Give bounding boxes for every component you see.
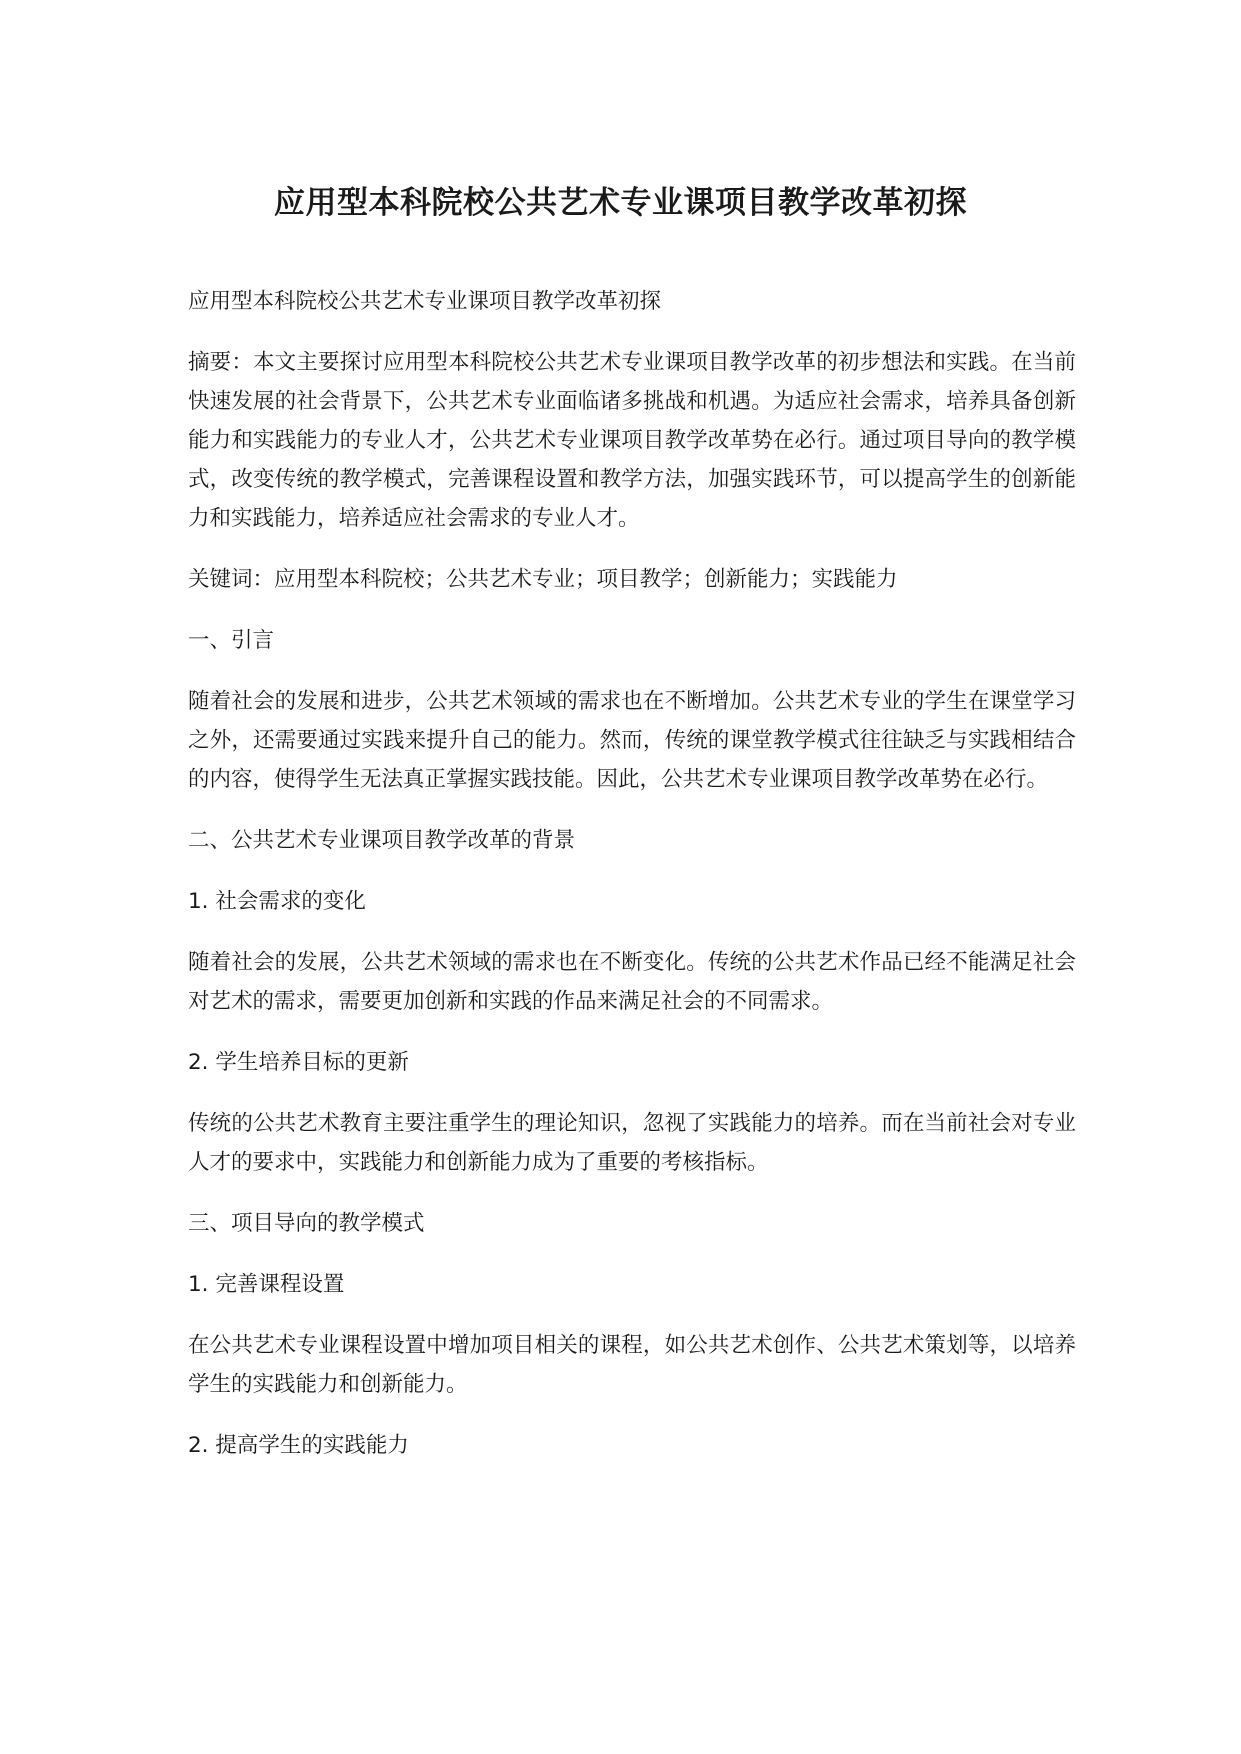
section-heading: 一、引言 bbox=[188, 628, 275, 653]
section-heading: 二、公共艺术专业课项目教学改革的背景 bbox=[188, 828, 576, 853]
document-title: 应用型本科院校公共艺术专业课项目教学改革初探 bbox=[274, 185, 967, 221]
body-paragraph: 随着社会的发展和进步，公共艺术领域的需求也在不断增加。公共艺术专业的学生在课堂学习之外，还需要通过实践来提升自己的能力。然而，传统的课堂教学模式往往缺乏与实践相结合的内容，使得学生无法真正掌握实践技能。因此，公共艺术专业课项目教学改革势在必行。 bbox=[188, 689, 1076, 792]
abstract-paragraph: 摘要：本文主要探讨应用型本科院校公共艺术专业课项目教学改革的初步想法和实践。在当前快速发展的社会背景下，公共艺术专业面临诸多挑战和机遇。为适应社会需求，培养具备创新能力和实践能力的专业人才，公共艺术专业课项目教学改革势在必行。通过项目导向的教学模式，改变传统的教学模式，完善课程设置和教学方法，加强实践环节，可以提高学生的创新能力和实践能力，培养适应社会需求的专业人才。 bbox=[188, 350, 1076, 531]
subsection-heading: 1. 社会需求的变化 bbox=[188, 889, 366, 914]
subsection-heading: 2. 提高学生的实践能力 bbox=[188, 1433, 409, 1458]
keywords-paragraph: 关键词：应用型本科院校；公共艺术专业；项目教学；创新能力；实践能力 bbox=[188, 567, 898, 592]
subsection-heading: 2. 学生培养目标的更新 bbox=[188, 1050, 409, 1075]
document-body bbox=[188, 282, 1076, 1487]
body-paragraph: 随着社会的发展，公共艺术领域的需求也在不断变化。传统的公共艺术作品已经不能满足社会对艺术的需求，需要更加创新和实践的作品来满足社会的不同需求。 bbox=[188, 950, 1076, 1014]
body-paragraph: 在公共艺术专业课程设置中增加项目相关的课程，如公共艺术创作、公共艺术策划等，以培养学生的实践能力和创新能力。 bbox=[188, 1333, 1076, 1397]
subtitle-paragraph: 应用型本科院校公共艺术专业课项目教学改革初探 bbox=[188, 289, 662, 314]
body-paragraph: 传统的公共艺术教育主要注重学生的理论知识，忽视了实践能力的培养。而在当前社会对专业人才的要求中，实践能力和创新能力成为了重要的考核指标。 bbox=[188, 1111, 1076, 1175]
section-heading: 三、项目导向的教学模式 bbox=[188, 1211, 425, 1236]
subsection-heading: 1. 完善课程设置 bbox=[188, 1272, 345, 1297]
